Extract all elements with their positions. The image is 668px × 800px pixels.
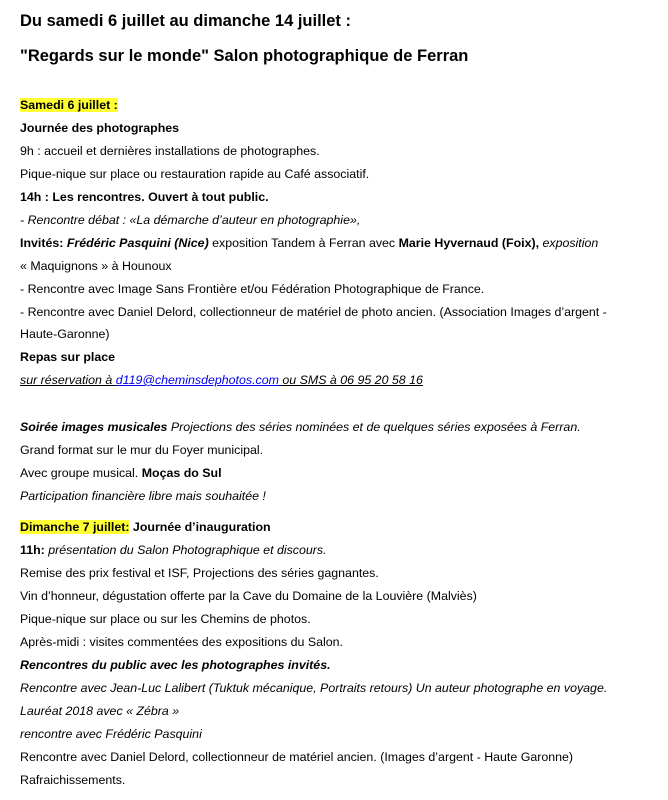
saturday-9h: 9h : accueil et dernières installations de photographes. <box>20 144 320 158</box>
saturday-delord: - Rencontre avec Daniel Delord, collectionneur de matériel de photo ancien. (Association Images d’argent - <box>20 305 607 319</box>
sunday-vin: Vin d’honneur, dégustation offerte par la Cave du Domaine de la Louvière (Malviès) <box>20 589 477 603</box>
header-event-title: "Regards sur le monde" Salon photographique de Ferran <box>20 47 469 65</box>
sunday-afternoon: Après-midi : visites commentées des expositions du Salon. <box>20 635 343 649</box>
sunday-prizes: Remise des prix festival et ISF, Projections des séries gagnantes. <box>20 566 379 580</box>
evening-participation: Participation financière libre mais souhaitée ! <box>20 489 266 503</box>
reservation-email-link[interactable]: d119@cheminsdephotos.com <box>115 373 279 387</box>
sunday-heading: Dimanche 7 juillet: Journée d’inauguration <box>20 520 271 534</box>
saturday-14h: 14h : Les rencontres. Ouvert à tout public. <box>20 190 269 204</box>
sunday-11h: 11h: présentation du Salon Photographique et discours. <box>20 543 327 557</box>
saturday-guests-cont: « Maquignons » à Hounoux <box>20 259 172 273</box>
saturday-delord-cont: Haute-Garonne) <box>20 327 110 341</box>
evening-group: Avec groupe musical. Moças do Sul <box>20 466 222 480</box>
sunday-public-meet: Rencontres du public avec les photographes invités. <box>20 658 331 672</box>
saturday-meal: Repas sur place <box>20 350 116 364</box>
evening-title-line: Soirée images musicales Projections des séries nominées et de quelques séries exposées à Ferran. <box>20 420 581 434</box>
sunday-refresh: Rafraichissements. <box>20 773 126 787</box>
saturday-debate: - Rencontre débat : «La démarche d’auteur en photographie», <box>20 213 361 227</box>
saturday-subheading: Journée des photographes <box>20 121 180 135</box>
saturday-isf: - Rencontre avec Image Sans Frontière et/ou Fédération Photographique de France. <box>20 282 485 296</box>
header-dates: Du samedi 6 juillet au dimanche 14 juillet : <box>20 12 352 30</box>
sunday-laureat: Lauréat 2018 avec « Zébra » <box>20 704 180 718</box>
saturday-reservation: sur réservation à d119@cheminsdephotos.com ou SMS à 06 95 20 58 16 <box>20 373 423 387</box>
sunday-pasquini: rencontre avec Frédéric Pasquini <box>20 727 202 741</box>
sunday-picnic: Pique-nique sur place ou sur les Chemins de photos. <box>20 612 311 626</box>
saturday-guests: Invités: Frédéric Pasquini (Nice) exposition Tandem à Ferran avec Marie Hyvernaud (Foix), exposition <box>20 236 599 250</box>
evening-format: Grand format sur le mur du Foyer municipal. <box>20 443 264 457</box>
sunday-lalibert: Rencontre avec Jean-Luc Lalibert (Tuktuk mécanique, Portraits retours) Un auteur photographe en voyage. <box>20 681 608 695</box>
saturday-picnic: Pique-nique sur place ou restauration rapide au Café associatif. <box>20 167 370 181</box>
saturday-heading: Samedi 6 juillet : <box>20 98 118 112</box>
sunday-delord: Rencontre avec Daniel Delord, collectionneur de matériel ancien. (Images d’argent - Haute Garonne) <box>20 750 574 764</box>
